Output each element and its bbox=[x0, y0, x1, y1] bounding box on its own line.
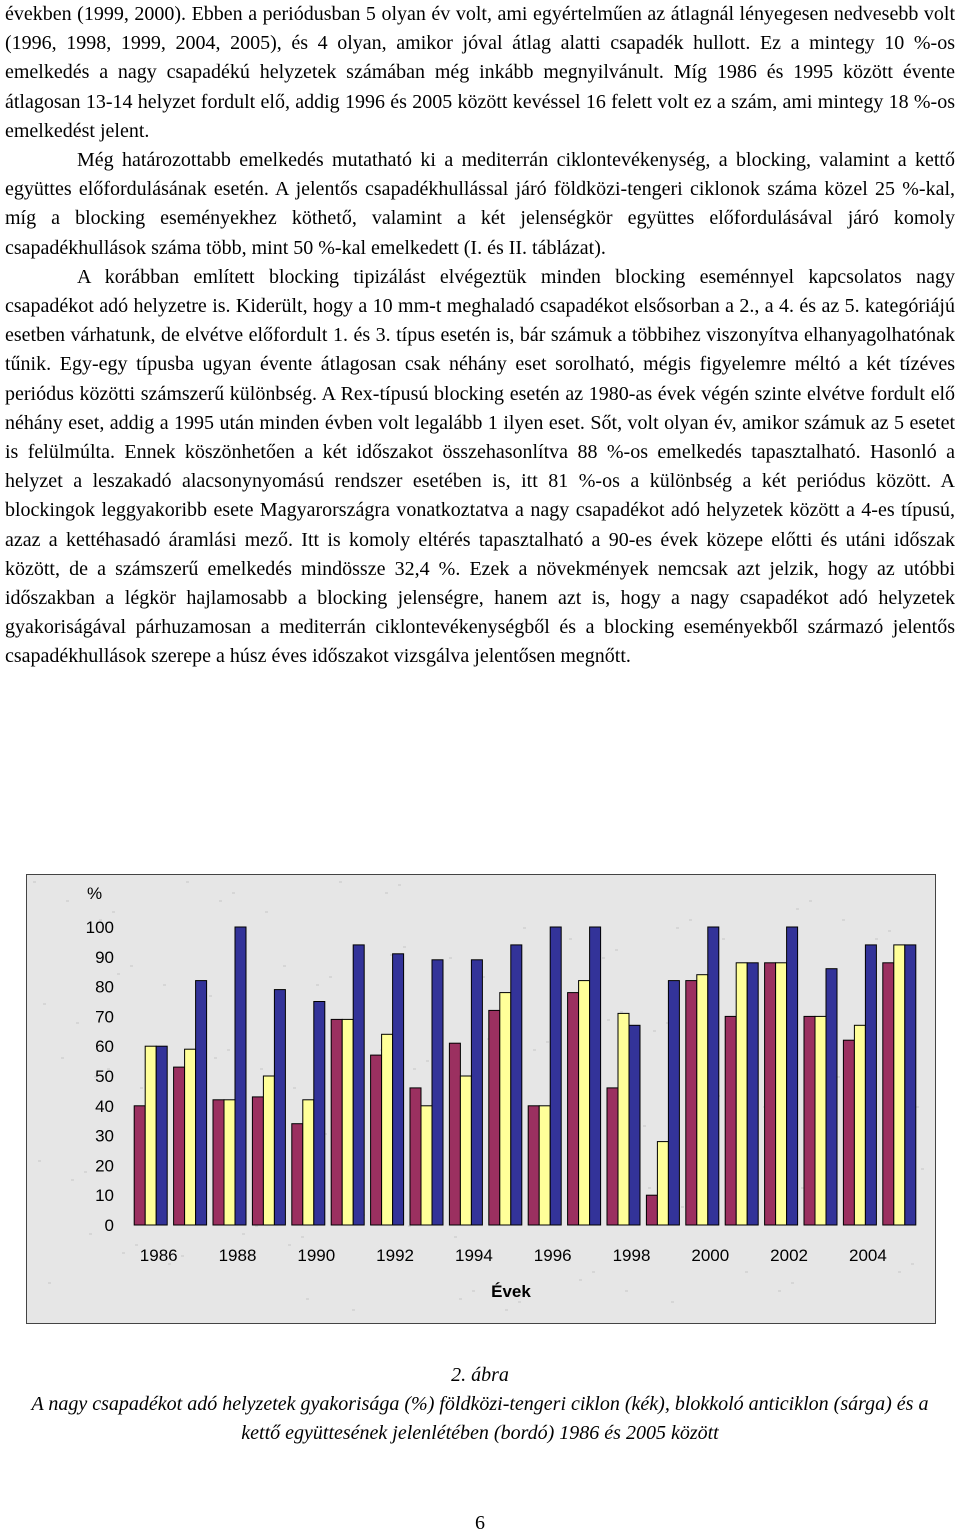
background-speckle bbox=[602, 957, 605, 959]
bar-2003-s1 bbox=[815, 1016, 826, 1225]
background-speckle bbox=[842, 919, 845, 921]
bar-2000-s1 bbox=[697, 975, 708, 1225]
background-speckle bbox=[242, 1233, 245, 1235]
bar-1986-s0 bbox=[134, 1106, 145, 1225]
background-speckle bbox=[888, 930, 891, 932]
y-tick-label: 40 bbox=[95, 1096, 114, 1116]
background-speckle bbox=[653, 1030, 656, 1032]
background-speckle bbox=[472, 1290, 475, 1292]
background-speckle bbox=[283, 965, 286, 967]
background-speckle bbox=[122, 1252, 125, 1254]
background-speckle bbox=[454, 1236, 457, 1238]
background-speckle bbox=[89, 1233, 92, 1235]
background-speckle bbox=[459, 1298, 462, 1300]
bar-2001-s0 bbox=[725, 1016, 736, 1225]
y-tick-label: 100 bbox=[85, 918, 114, 937]
y-tick-label: 60 bbox=[95, 1037, 114, 1057]
bar-chart bbox=[27, 875, 935, 1323]
background-speckle bbox=[43, 1003, 46, 1005]
figure-number: 2. ábra bbox=[451, 1364, 509, 1386]
y-tick-label: 70 bbox=[95, 1007, 114, 1027]
background-speckle bbox=[745, 1271, 748, 1273]
bar-2003-s2 bbox=[826, 969, 837, 1225]
background-speckle bbox=[607, 1019, 610, 1021]
bar-1988-s2 bbox=[235, 927, 246, 1225]
y-tick-label: 30 bbox=[95, 1126, 114, 1146]
background-speckle bbox=[791, 1282, 794, 1284]
y-tick-label: 0 bbox=[104, 1216, 114, 1235]
background-speckle bbox=[676, 927, 679, 929]
background-speckle bbox=[615, 949, 618, 951]
x-tick-label: 1986 bbox=[139, 1246, 178, 1265]
background-speckle bbox=[84, 1171, 87, 1173]
background-speckle bbox=[135, 1244, 138, 1246]
background-speckle bbox=[518, 1301, 521, 1303]
background-speckle bbox=[546, 1041, 549, 1043]
background-speckle bbox=[66, 900, 69, 902]
bar-1990-s1 bbox=[303, 1100, 314, 1225]
background-speckle bbox=[301, 1236, 304, 1238]
x-tick-label: 2004 bbox=[848, 1246, 887, 1265]
background-speckle bbox=[671, 1301, 674, 1303]
bar-1991-s2 bbox=[353, 945, 364, 1225]
x-tick-label: 1996 bbox=[533, 1246, 572, 1265]
background-speckle bbox=[592, 1271, 595, 1273]
background-speckle bbox=[163, 984, 166, 986]
bar-1987-s1 bbox=[185, 1049, 196, 1225]
y-tick-label: 90 bbox=[95, 947, 114, 967]
background-speckle bbox=[643, 1125, 646, 1127]
background-speckle bbox=[130, 965, 133, 967]
bar-1989-s1 bbox=[263, 1076, 274, 1225]
background-speckle bbox=[398, 884, 401, 886]
bar-2004-s0 bbox=[843, 1040, 854, 1225]
background-speckle bbox=[921, 1168, 924, 1170]
background-speckle bbox=[796, 908, 799, 910]
paragraph-3: A korábban említett blocking tipizálást elvégeztük minden blocking eseménnyel kapcsolatos nagy csapadékot adó helyzetre is. Kiderült, hogy a 10 mm-t meghaladó csapadékot elsősorban a 2., a 4. és az 5. kategóriájú esetben várhatunk, de elvétve előfordult 1. és 3. típus esetén is, bár számuk a többihez viszonyítva elhanyagolhatónak tűnik. Egy-egy típusba ugyan évente átlagosan csak néhány eset sorolható, mégis figyelemre méltó a két tízéves periódus közötti számszerű különbség. A Rex-típusú blocking esetén az 1980-as évek végén szinte elvétve fordult elő néhány eset, addig a 1995 után minden évben volt legalább 1 ilyen eset. Sőt, volt olyan év, amikor számuk az 5 esetet is felülmúlta. Ennek köszönhetően a két időszakot összehasonlítva 88 %-os emelkedés tapasztalható. Hasonló a helyzet a leszakadó alacsonynyomású rendszer esetében is, itt 81 %-os a különbség a két periódus között. A blockingok leggyakoribb esete Magyarországra vonatkoztatva a nagy csapadékot adó helyzetek között a 4-es típusú, azaz a kettéhasadó áramlási mező. Itt is komoly eltérés tapasztalható a 90-es évek közepe előtti és utáni időszak között, de a számszerű emelkedés mindössze 32,4 %. Ezek a növekmények nemcsak azt jelzik, hogy az utóbbi időszakban a légkör hajlamosabb a blocking jelenségre, hanem azt is, hogy a nagy csapadékot adó helyzetek gyakoriságával párhuzamosan a mediterrán ciklontevékenységből és a blocking eseményekből származó jelentős csapadékhullások szerepe a húsz éves időszakot vizsgálva jelentősen megnőtt. bbox=[5, 265, 955, 668]
bar-1997-s0 bbox=[568, 993, 579, 1225]
bar-1995-s2 bbox=[511, 945, 522, 1225]
bar-1986-s2 bbox=[156, 1046, 167, 1225]
bar-1987-s2 bbox=[196, 981, 207, 1225]
bar-1999-s1 bbox=[657, 1142, 668, 1225]
bar-1997-s1 bbox=[579, 981, 590, 1225]
bar-1995-s0 bbox=[489, 1010, 500, 1225]
background-speckle bbox=[293, 1087, 296, 1089]
background-speckle bbox=[48, 1282, 51, 1284]
background-speckle bbox=[214, 1057, 217, 1059]
y-tick-label: 50 bbox=[95, 1067, 114, 1086]
bar-1992-s1 bbox=[382, 1034, 393, 1225]
x-tick-label: 1992 bbox=[376, 1246, 415, 1265]
background-speckle bbox=[403, 946, 406, 948]
background-speckle bbox=[689, 919, 692, 921]
bar-1994-s1 bbox=[460, 1076, 471, 1225]
body-text bbox=[5, 0, 955, 672]
bar-2005-s2 bbox=[905, 945, 916, 1225]
background-speckle bbox=[316, 984, 319, 986]
background-speckle bbox=[385, 892, 388, 894]
background-speckle bbox=[352, 1309, 355, 1311]
background-speckle bbox=[505, 1309, 508, 1311]
bar-1996-s0 bbox=[528, 1106, 539, 1225]
background-speckle bbox=[620, 1011, 623, 1013]
background-speckle bbox=[76, 1022, 79, 1024]
background-speckle bbox=[71, 1179, 74, 1181]
bar-1993-s0 bbox=[410, 1088, 421, 1225]
bar-2005-s0 bbox=[883, 963, 894, 1225]
bar-1997-s2 bbox=[590, 927, 601, 1225]
background-speckle bbox=[875, 938, 878, 940]
background-speckle bbox=[648, 1187, 651, 1189]
bar-2002-s1 bbox=[776, 963, 787, 1225]
background-speckle bbox=[260, 1068, 263, 1070]
bar-1998-s1 bbox=[618, 1013, 629, 1225]
bar-2000-s2 bbox=[708, 927, 719, 1225]
bar-1987-s0 bbox=[174, 1067, 185, 1225]
bar-1998-s2 bbox=[629, 1025, 640, 1225]
background-speckle bbox=[413, 1068, 416, 1070]
bar-1988-s1 bbox=[224, 1100, 235, 1225]
background-speckle bbox=[916, 1106, 919, 1108]
background-speckle bbox=[911, 1263, 914, 1265]
background-speckle bbox=[339, 881, 342, 883]
bar-1994-s0 bbox=[449, 1043, 460, 1225]
background-speckle bbox=[426, 1060, 429, 1062]
bar-1996-s2 bbox=[550, 927, 561, 1225]
x-tick-label: 1998 bbox=[612, 1246, 651, 1265]
paragraph-2: Még határozottabb emelkedés mutatható ki a mediterrán ciklontevékenység, a blocking, valamint a kettő együttes előfordulásának esetén. A jelentős csapadékhullással járó földközi-tengeri ciklonok száma közel 25 %-kal, míg a blocking eseményekhez köthető, valamint a két jelenségkör együttes előfordulásával járó komoly csapadékhullások száma több, mint 50 %-kal emelkedett (I. és II. táblázat). bbox=[5, 149, 955, 259]
bar-1996-s1 bbox=[539, 1106, 550, 1225]
bar-1993-s1 bbox=[421, 1106, 432, 1225]
background-speckle bbox=[625, 1290, 628, 1292]
background-speckle bbox=[722, 938, 725, 940]
bar-1986-s1 bbox=[145, 1046, 156, 1225]
x-tick-label: 1988 bbox=[218, 1246, 257, 1265]
bar-1999-s0 bbox=[646, 1195, 657, 1225]
background-speckle bbox=[681, 1206, 684, 1208]
chart-frame bbox=[26, 874, 936, 1324]
bar-1993-s2 bbox=[432, 960, 443, 1225]
x-tick-label: 2000 bbox=[691, 1246, 730, 1265]
background-speckle bbox=[140, 1087, 143, 1089]
background-speckle bbox=[186, 881, 189, 883]
bar-1995-s1 bbox=[500, 993, 511, 1225]
background-speckle bbox=[809, 900, 812, 902]
background-speckle bbox=[569, 938, 572, 940]
x-tick-label: 2002 bbox=[770, 1246, 809, 1265]
y-tick-label: 80 bbox=[95, 977, 114, 997]
bar-2001-s1 bbox=[736, 963, 747, 1225]
y-tick-label: 10 bbox=[95, 1186, 114, 1206]
background-speckle bbox=[61, 1057, 64, 1059]
y-axis-label: % bbox=[87, 884, 103, 903]
background-speckle bbox=[181, 1255, 184, 1257]
bar-1998-s0 bbox=[607, 1088, 618, 1225]
background-speckle bbox=[227, 1049, 230, 1051]
bar-2001-s2 bbox=[747, 963, 758, 1225]
background-speckle bbox=[33, 881, 36, 883]
x-axis-label: Évek bbox=[491, 1282, 531, 1301]
background-speckle bbox=[329, 976, 332, 978]
background-speckle bbox=[209, 995, 212, 997]
background-speckle bbox=[523, 927, 526, 929]
background-speckle bbox=[38, 1160, 41, 1162]
y-tick-label: 20 bbox=[95, 1156, 114, 1176]
background-speckle bbox=[449, 957, 452, 959]
bar-1990-s0 bbox=[292, 1124, 303, 1225]
background-speckle bbox=[232, 892, 235, 894]
bar-2003-s0 bbox=[804, 1016, 815, 1225]
page-number: 6 bbox=[475, 1512, 485, 1534]
background-speckle bbox=[112, 911, 115, 913]
background-speckle bbox=[219, 900, 222, 902]
background-speckle bbox=[533, 1049, 536, 1051]
bar-1991-s0 bbox=[331, 1019, 342, 1225]
background-speckle bbox=[579, 1279, 582, 1281]
background-speckle bbox=[778, 1290, 781, 1292]
bar-2000-s0 bbox=[686, 981, 697, 1225]
background-speckle bbox=[306, 1298, 309, 1300]
bar-1992-s2 bbox=[393, 954, 404, 1225]
x-tick-label: 1990 bbox=[297, 1246, 336, 1265]
bar-1990-s2 bbox=[314, 1002, 325, 1226]
bar-1992-s0 bbox=[371, 1055, 382, 1225]
bar-2005-s1 bbox=[894, 945, 905, 1225]
background-speckle bbox=[898, 1271, 901, 1273]
bar-2002-s0 bbox=[765, 963, 776, 1225]
background-speckle bbox=[117, 973, 120, 975]
paragraph-1: években (1999, 2000). Ebben a periódusban 5 olyan év volt, ami egyértelműen az átlagnál lényegesen nedvesebb volt (1996, 1998, 1999, 2004, 2005), és 4 olyan, amikor jóval átlag alatti csapadék hullott. Ez a mintegy 10 %-os emelkedés a nagy csapadékú helyzetek számában még inkább megnyilvánult. Míg 1986 és 1995 között évente átlagosan 13-14 helyzet fordult elő, addig 1996 és 2005 között kevéssel 16 felett volt ez a szám, ami mintegy 18 %-os emelkedést jelent. bbox=[5, 3, 955, 142]
bar-2002-s2 bbox=[787, 927, 798, 1225]
bar-2004-s1 bbox=[854, 1025, 865, 1225]
background-speckle bbox=[265, 911, 268, 913]
background-speckle bbox=[288, 1244, 291, 1246]
bar-1989-s2 bbox=[274, 990, 285, 1225]
bar-1999-s2 bbox=[668, 981, 679, 1225]
bar-1991-s1 bbox=[342, 1019, 353, 1225]
figure-caption: A nagy csapadékot adó helyzetek gyakorisága (%) földközi-tengeri ciklon (kék), blokkoló anticiklon (sárga) és a kettő együttesének jelenlétében (bordó) 1986 és 2005 között bbox=[31, 1393, 929, 1444]
bar-2004-s2 bbox=[865, 945, 876, 1225]
bar-1994-s2 bbox=[471, 960, 482, 1225]
x-tick-label: 1994 bbox=[454, 1246, 493, 1265]
bar-1988-s0 bbox=[213, 1100, 224, 1225]
bar-1989-s0 bbox=[252, 1097, 263, 1225]
